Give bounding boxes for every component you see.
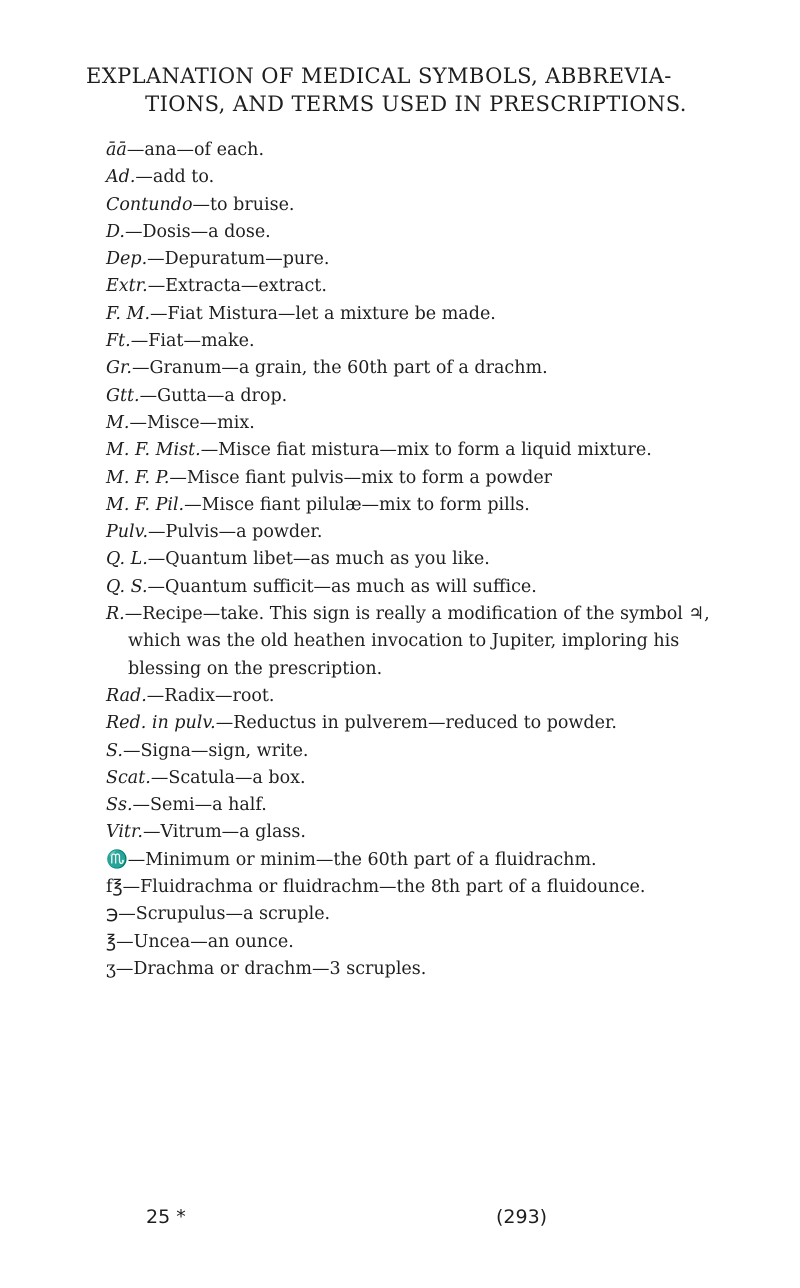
abbreviation-entry [106, 765, 746, 792]
abbreviation-entry [106, 383, 746, 410]
abbreviation-term: F. M. [106, 303, 151, 324]
abbreviation-term: f℥ [106, 877, 123, 898]
abbreviation-term: D. [106, 221, 125, 242]
abbreviation-entry [106, 929, 746, 956]
abbreviation-entry [106, 192, 746, 219]
abbreviation-term: ʒ [106, 958, 116, 979]
abbreviation-entry [106, 683, 746, 710]
abbreviation-entry [106, 901, 746, 928]
abbreviation-list [106, 137, 746, 983]
title-line-1: EXPLANATION OF MEDICAL SYMBOLS, ABBREVIA- [86, 64, 672, 88]
abbreviation-term: ℈ [106, 904, 119, 925]
abbreviation-definition: —Scrupulus—a scruple. [118, 904, 331, 925]
abbreviation-definition: —Quantum libet—as much as you like. [147, 549, 490, 570]
abbreviation-definition: —add to. [135, 167, 215, 188]
abbreviation-entry [106, 355, 746, 382]
abbreviation-term: Dep. [106, 249, 148, 270]
abbreviation-entry [106, 792, 746, 819]
abbreviation-term: Gtt. [106, 385, 140, 406]
page-title [86, 62, 746, 118]
abbreviation-definition: —Semi—a half. [132, 795, 267, 816]
abbreviation-entry [106, 710, 746, 737]
abbreviation-definition: —Reductus in pulverem—reduced to powder. [215, 713, 617, 734]
abbreviation-term: S. [106, 740, 123, 761]
abbreviation-definition: —Granum—a grain, the 60th part of a drachm. [132, 358, 548, 379]
abbreviation-definition: —Signa—sign, write. [122, 740, 309, 761]
abbreviation-definition: —Gutta—a drop. [139, 385, 288, 406]
abbreviation-definition: —Pulvis—a powder. [148, 522, 323, 543]
abbreviation-term: ℥ [106, 931, 117, 952]
abbreviation-entry [106, 437, 746, 464]
abbreviation-definition: —Uncea—an ounce. [116, 931, 294, 952]
abbreviation-definition: —Vitrum—a glass. [142, 822, 306, 843]
abbreviation-definition: —Misce fiant pulvis—mix to form a powder [169, 467, 553, 488]
abbreviation-term: R. [106, 604, 125, 625]
signature-mark: 25 * [146, 1206, 186, 1228]
abbreviation-term: Gr. [106, 358, 132, 379]
abbreviation-entry [106, 574, 746, 601]
abbreviation-term: M. [106, 412, 130, 433]
abbreviation-term: Scat. [106, 767, 151, 788]
abbreviation-term: M. F. P. [106, 467, 170, 488]
abbreviation-definition: —Recipe—take. This sign is really a modification of the symbol ♃, which was the old heathen invocation to Jupiter, imploring his blessing on the prescription. [124, 604, 710, 679]
abbreviation-definition: —Misce fiat mistura—mix to form a liquid mixture. [200, 440, 652, 461]
abbreviation-entry [106, 492, 746, 519]
abbreviation-entry [106, 273, 746, 300]
abbreviation-term: Ft. [106, 331, 131, 352]
abbreviation-entry [106, 601, 746, 683]
abbreviation-term: Pulv. [106, 522, 149, 543]
abbreviation-definition: —Misce—mix. [129, 412, 255, 433]
abbreviation-definition: —Misce fiant pilulæ—mix to form pills. [184, 494, 530, 515]
abbreviation-entry [106, 219, 746, 246]
abbreviation-entry [106, 410, 746, 437]
abbreviation-term: M. F. Mist. [106, 440, 201, 461]
abbreviation-definition: —Extracta—extract. [147, 276, 327, 297]
abbreviation-term: Ss. [106, 795, 133, 816]
abbreviation-term: Contundo [106, 194, 193, 215]
abbreviation-definition: —Minimum or minim—the 60th part of a fluidrachm. [127, 849, 597, 870]
abbreviation-entry [106, 465, 746, 492]
abbreviation-definition: —Quantum sufficit—as much as will suffice. [147, 576, 537, 597]
abbreviation-definition: —Dosis—a dose. [124, 221, 271, 242]
abbreviation-entry [106, 246, 746, 273]
abbreviation-entry [106, 328, 746, 355]
abbreviation-entry [106, 819, 746, 846]
abbreviation-entry [106, 874, 746, 901]
abbreviation-entry [106, 301, 746, 328]
abbreviation-term: Extr. [106, 276, 148, 297]
abbreviation-entry [106, 738, 746, 765]
abbreviation-term: Rad. [106, 685, 147, 706]
abbreviation-entry [106, 546, 746, 573]
abbreviation-definition: —Scatula—a box. [150, 767, 306, 788]
abbreviation-definition: —Fiat Mistura—let a mixture be made. [150, 303, 496, 324]
page-number: (293) [496, 1206, 548, 1228]
abbreviation-term: M. F. Pil. [106, 494, 185, 515]
abbreviation-definition: —to bruise. [192, 194, 295, 215]
abbreviation-definition: —Fluidrachma or fluidrachm—the 8th part of a fluidounce. [122, 877, 646, 898]
abbreviation-definition: —ana—of each. [126, 140, 265, 160]
abbreviation-definition: —Fiat—make. [130, 331, 255, 352]
abbreviation-entry [106, 956, 746, 983]
title-line-2: TIONS, AND TERMS USED IN PRESCRIPTIONS. [145, 92, 687, 116]
abbreviation-term: āā [106, 140, 127, 160]
abbreviation-definition: —Drachma or drachm—3 scruples. [115, 958, 427, 979]
abbreviation-definition: —Radix—root. [146, 685, 275, 706]
abbreviation-term: Ad. [106, 167, 136, 188]
abbreviation-term: Q. S. [106, 576, 148, 597]
abbreviation-term: Q. L. [106, 549, 148, 570]
abbreviation-term: Vitr. [106, 822, 143, 843]
abbreviation-definition: —Depuratum—pure. [147, 249, 330, 270]
abbreviation-term: Red. in pulv. [106, 713, 216, 734]
abbreviation-term: ♏ [106, 849, 128, 870]
abbreviation-entry [106, 164, 746, 191]
abbreviation-entry [106, 847, 746, 874]
abbreviation-entry [106, 137, 746, 164]
abbreviation-entry [106, 519, 746, 546]
